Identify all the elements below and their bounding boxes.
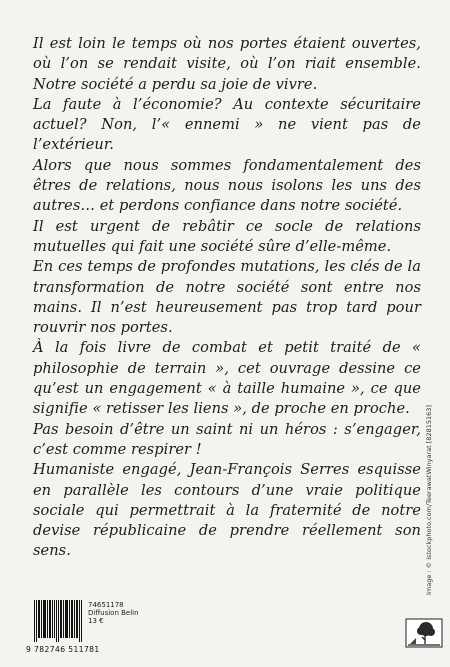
image-credit-text: Image : © istockphoto.com/TeerawatWinyarat [82815163]: [425, 405, 433, 595]
paragraph-7: Pas besoin d’être un saint ni un héros : s’engager, c’est comme respirer !: [33, 420, 421, 458]
isbn-digits: 9 782746 511781: [26, 645, 100, 654]
paragraph-3: Alors que nous sommes fondamentalement des êtres de relations, nous nous isolons les uns des autres… et perdons confiance dans notre société.: [33, 156, 421, 215]
distributor: Diffusion Belin: [88, 609, 139, 618]
paragraph-8: Humaniste engagé, Jean-François Serres esquisse en parallèle les contours d’une vraie politique sociale qui permettrait à la fraternité de notre devise républicaine de prendre réellement son sens.: [33, 461, 421, 560]
book-info: [88, 601, 139, 626]
publisher-logo: [405, 618, 443, 648]
paragraph-4: Il est urgent de rebâtir ce socle de relations mutuelles qui fait une société sûre d’elle-même.: [33, 217, 421, 255]
paragraph-2: La faute à l’économie? Au contexte sécuritaire actuel? Non, l’« ennemi » ne vient pas de l’extérieur.: [33, 95, 421, 154]
paragraph-5: En ces temps de profondes mutations, les clés de la transformation de notre société sont entre nos mains. Il n’est heureusement pas trop tard pour rouvrir nos portes.: [33, 258, 421, 337]
back-cover-text: [33, 34, 421, 562]
book-code: 74651178: [88, 601, 124, 609]
image-credit: [415, 405, 433, 595]
paragraph-1: Il est loin le temps où nos portes étaient ouvertes, où l’on se rendait visite, où l’on riait ensemble. Notre société a perdu sa joie de vivre.: [33, 35, 421, 93]
paragraph-6: À la fois livre de combat et petit traité de « philosophie de terrain », cet ouvrage dessine ce qu’est un engagement « à taille humaine », ce que signifie « retisser les liens », de proche en proche.: [33, 339, 421, 418]
barcode: [34, 600, 82, 642]
price: 13 €: [88, 617, 104, 626]
